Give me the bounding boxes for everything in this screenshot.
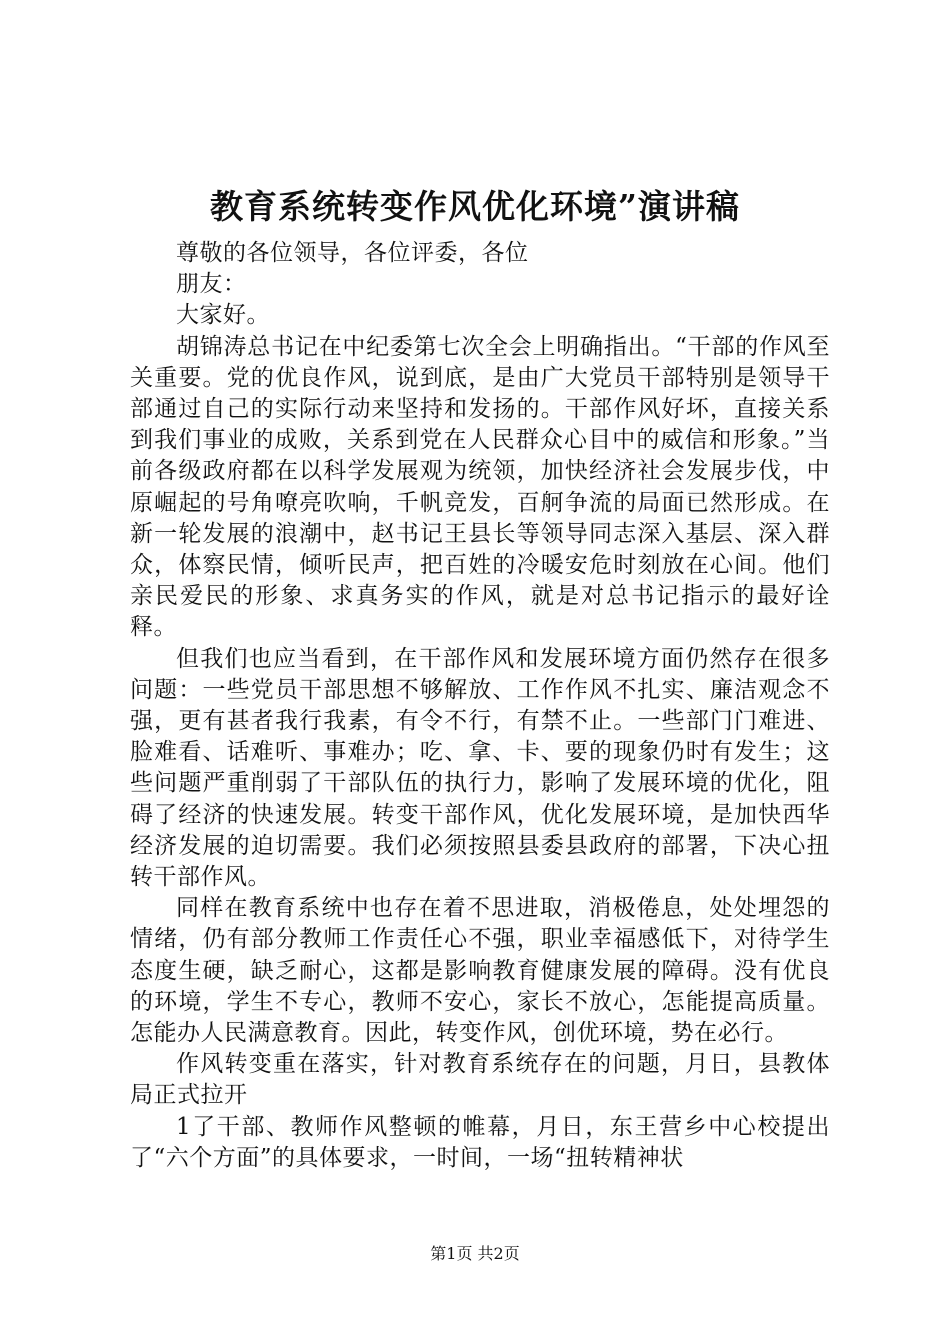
salutation-line: 朋友：: [176, 271, 247, 298]
document-title: 教育系统转变作风优化环境”演讲稿: [210, 187, 740, 226]
greeting-line: 大家好。: [176, 302, 270, 329]
body-paragraph: 作风转变重在落实，针对教育系统存在的问题，月日，县教体局正式拉开: [130, 1051, 830, 1109]
page-footer: 第1页 共2页: [430, 1244, 520, 1263]
document-body: [130, 238, 830, 1174]
salutation-line: 尊敬的各位领导，各位评委，各位: [176, 240, 529, 266]
body-paragraph: 但我们也应当看到，在干部作风和发展环境方面仍然存在很多问题：一些党员干部思想不够解放、工作作风不扎实、廉洁观念不强，更有甚者我行我素，有令不行，有禁不止。一些部门门难进、脸难看、话难听、事难办；吃、拿、卡、要的现象仍时有发生；这些问题严重削弱了干部队伍的执行力，影响了发展环境的优化，阻碍了经济的快速发展。转变干部作风，优化发展环境，是加快西华经济发展的迫切需要。我们必须按照县委县政府的部署，下决心扭转干部作风。: [130, 645, 830, 891]
body-paragraph: 胡锦涛总书记在中纪委第七次全会上明确指出。“干部的作风至关重要。党的优良作风，说到底，是由广大党员干部特别是领导干部通过自己的实际行动来坚持和发扬的。干部作风好坏，直接关系到我们事业的成败，关系到党在人民群众心目中的威信和形象。”当前各级政府都在以科学发展观为统领，加快经济社会发展步伐，中原崛起的号角嘹亮吹响，千帆竞发，百舸争流的局面已然形成。在新一轮发展的浪潮中，赵书记王县长等领导同志深入基层、深入群众，体察民情，倾听民声，把百姓的冷暖安危时刻放在心间。他们亲民爱民的形象、求真务实的作风，就是对总书记指示的最好诠释。: [130, 333, 830, 641]
body-paragraph: 1了干部、教师作风整顿的帷幕，月日，东王营乡中心校提出了“六个方面”的具体要求，一时间，一场“扭转精神状: [130, 1113, 830, 1171]
body-paragraph: 同样在教育系统中也存在着不思进取，消极倦息，处处埋怨的情绪，仍有部分教师工作责任心不强，职业幸福感低下，对待学生态度生硬，缺乏耐心，这都是影响教育健康发展的障碍。没有优良的环境，学生不专心，教师不安心，家长不放心，怎能提高质量。怎能办人民满意教育。因此，转变作风，创优环境，势在必行。: [130, 895, 830, 1047]
